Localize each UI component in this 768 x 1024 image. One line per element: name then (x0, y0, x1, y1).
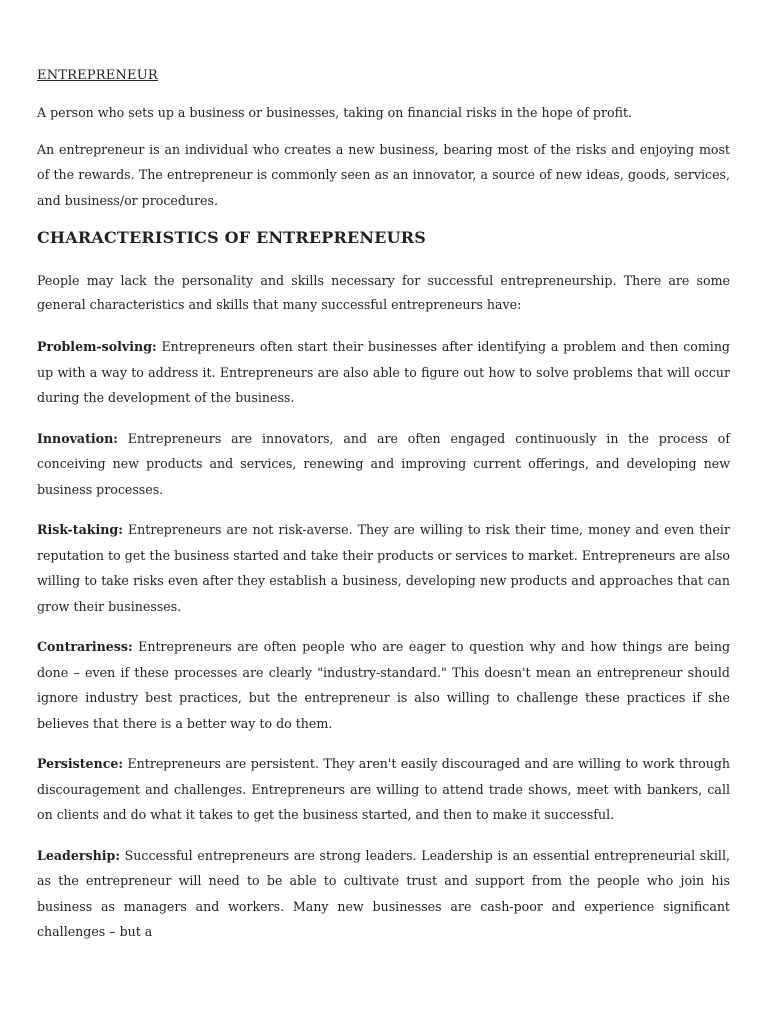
trait-text: Entrepreneurs are innovators, and are often engaged continuously in the process of conceiving new products and services, renewing and improving current offerings, and developing new business processes. (37, 430, 730, 497)
trait-risk-taking (37, 517, 730, 619)
trait-name: Problem-solving: (37, 339, 157, 354)
trait-text: Entrepreneurs often start their businesses after identifying a problem and then coming up with a way to address it. Entrepreneurs are also able to figure out how to solve problems that will occur during the development of the business. (37, 339, 730, 405)
document-page (37, 66, 730, 960)
trait-text: Entrepreneurs are not risk-averse. They are willing to risk their time, money and even their reputation to get the business started and take their products or services to market. Entrepreneurs are also willing to take risks even after they establish a business, developing new products and approaches that can grow their businesses. (37, 522, 730, 614)
trait-problem-solving (37, 334, 730, 411)
trait-text: Entrepreneurs are persistent. They aren't easily discouraged and are willing to work through discouragement and challenges. Entrepreneurs are willing to attend trade shows, meet with bankers, call on clients and do what it takes to get the business started, and then to make it successful. (37, 756, 731, 822)
trait-name: Risk-taking: (37, 522, 123, 537)
trait-name: Persistence: (37, 756, 124, 771)
long-definition: An entrepreneur is an individual who creates a new business, bearing most of the risks and enjoying most of the rewards. The entrepreneur is commonly seen as an innovator, a source of new ideas, goods, services, and business/or procedures. (37, 141, 730, 208)
trait-name: Contrariness: (37, 639, 133, 654)
trait-name: Innovation: (37, 430, 118, 446)
trait-name: Leadership: (37, 847, 120, 863)
trait-contrariness (37, 634, 730, 736)
trait-innovation (37, 426, 730, 503)
intro-paragraph: People may lack the personality and skills necessary for successful entrepreneurship. There are some general characteristics and skills that many successful entrepreneurs have: (37, 273, 730, 312)
trait-text: Entrepreneurs are often people who are eager to question why and how things are being done – even if these processes are clearly "industry-standard." This doesn't mean an entrepreneur should ignore industry best practices, but the entrepreneur is also willing to challenge these practices if she believes that there is a better way to do them. (37, 639, 731, 731)
trait-text: Successful entrepreneurs are strong leaders. Leadership is an essential entrepreneurial skill, as the entrepreneur will need to be able to cultivate trust and support from the people who join his business as managers and workers. Many new businesses are cash-poor and experience significant challenges – but a (37, 847, 730, 939)
section-heading: CHARACTERISTICS OF ENTREPRENEURS (37, 228, 427, 247)
short-definition: A person who sets up a business or businesses, taking on financial risks in the hope of profit. (37, 105, 633, 120)
document-heading: ENTREPRENEUR (37, 68, 158, 83)
trait-leadership (37, 843, 730, 945)
trait-persistence (37, 751, 730, 828)
